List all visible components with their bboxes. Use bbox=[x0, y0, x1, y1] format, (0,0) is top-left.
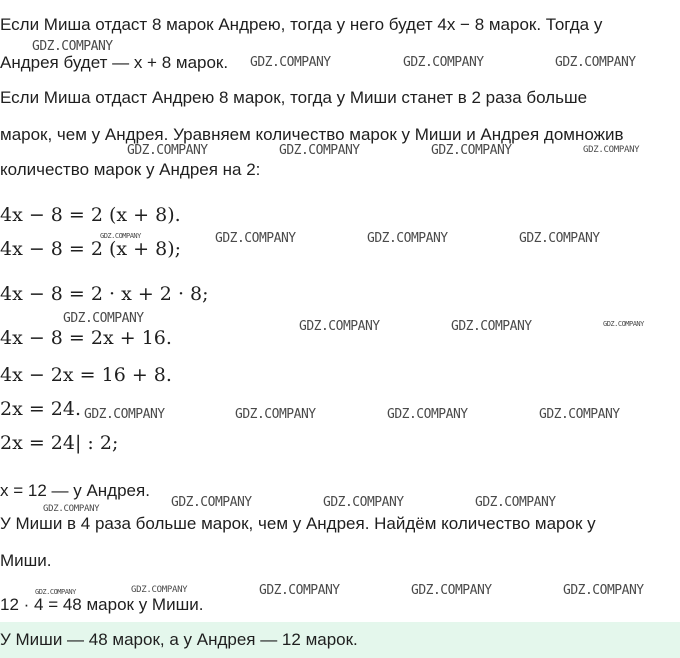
watermark: GDZ.COMPANY bbox=[367, 231, 448, 246]
watermark: GDZ.COMPANY bbox=[603, 320, 644, 328]
watermark: GDZ.COMPANY bbox=[215, 231, 296, 246]
watermark: GDZ.COMPANY bbox=[451, 319, 532, 334]
watermark: GDZ.COMPANY bbox=[63, 311, 144, 326]
equation-9: 12 · 4 = 48 марок у Миши. bbox=[0, 595, 204, 614]
equation-5: 4x − 2x = 16 + 8. bbox=[0, 364, 172, 386]
paragraph-line-2: Андрея будет — x + 8 марок. bbox=[0, 53, 229, 72]
watermark: GDZ.COMPANY bbox=[403, 55, 484, 70]
watermark: GDZ.COMPANY bbox=[127, 143, 208, 158]
equation-2: 4x − 8 = 2 (x + 8); bbox=[0, 238, 182, 260]
watermark: GDZ.COMPANY bbox=[250, 55, 331, 70]
watermark: GDZ.COMPANY bbox=[583, 145, 640, 155]
paragraph-line-5: количество марок у Андрея на 2: bbox=[0, 160, 261, 179]
paragraph-line-3: Если Миша отдаст Андрею 8 марок, тогда у Миши станет в 2 раза больше bbox=[0, 88, 588, 107]
watermark: GDZ.COMPANY bbox=[563, 583, 644, 598]
watermark: GDZ.COMPANY bbox=[411, 583, 492, 598]
equation-1: 4x − 8 = 2 (x + 8). bbox=[0, 204, 181, 226]
watermark: GDZ.COMPANY bbox=[387, 407, 468, 422]
watermark: GDZ.COMPANY bbox=[539, 407, 620, 422]
watermark: GDZ.COMPANY bbox=[555, 55, 636, 70]
equation-8: x = 12 — у Андрея. bbox=[0, 481, 150, 500]
watermark: GDZ.COMPANY bbox=[431, 143, 512, 158]
watermark: GDZ.COMPANY bbox=[235, 407, 316, 422]
watermark: GDZ.COMPANY bbox=[131, 585, 188, 595]
watermark: GDZ.COMPANY bbox=[43, 504, 100, 514]
watermark: GDZ.COMPANY bbox=[299, 319, 380, 334]
watermark: GDZ.COMPANY bbox=[519, 231, 600, 246]
watermark: GDZ.COMPANY bbox=[35, 588, 76, 596]
equation-3: 4x − 8 = 2 · x + 2 · 8; bbox=[0, 283, 209, 305]
watermark: GDZ.COMPANY bbox=[32, 39, 113, 54]
answer-line: У Миши — 48 марок, а у Андрея — 12 марок. bbox=[0, 630, 358, 649]
watermark: GDZ.COMPANY bbox=[259, 583, 340, 598]
watermark: GDZ.COMPANY bbox=[100, 232, 141, 240]
watermark: GDZ.COMPANY bbox=[475, 495, 556, 510]
equation-4: 4x − 8 = 2x + 16. bbox=[0, 327, 172, 349]
paragraph-line-4: марок, чем у Андрея. Уравняем количество марок у Миши и Андрея домножив bbox=[0, 125, 624, 144]
watermark: GDZ.COMPANY bbox=[323, 495, 404, 510]
equation-6: 2x = 24. bbox=[0, 398, 82, 420]
watermark: GDZ.COMPANY bbox=[171, 495, 252, 510]
watermark: GDZ.COMPANY bbox=[279, 143, 360, 158]
paragraph-line-1: Если Миша отдаст 8 марок Андрею, тогда у него будет 4x − 8 марок. Тогда у bbox=[0, 15, 603, 34]
equation-7: 2x = 24| : 2; bbox=[0, 432, 119, 454]
paragraph-line-6: У Миши в 4 раза больше марок, чем у Андрея. Найдём количество марок у bbox=[0, 514, 596, 533]
paragraph-line-7: Миши. bbox=[0, 551, 52, 570]
watermark: GDZ.COMPANY bbox=[84, 407, 165, 422]
